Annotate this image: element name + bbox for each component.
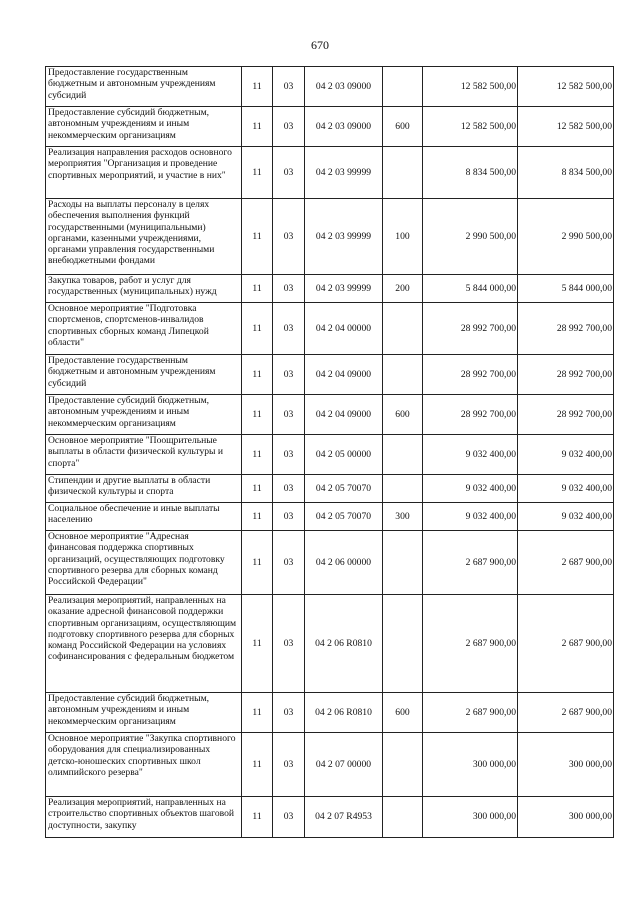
- subsection-code-cell: 03: [273, 275, 305, 303]
- section-code-cell: 11: [242, 395, 273, 435]
- expense-type-cell: [383, 303, 423, 355]
- section-code-cell: 11: [242, 303, 273, 355]
- budget-table: [45, 66, 614, 838]
- section-code-cell: 11: [242, 355, 273, 395]
- expense-name-cell: Предоставление субсидий бюджетным, автономным учреждениям и иным некоммерческим организациям: [46, 693, 242, 733]
- expense-name-cell: Расходы на выплаты персоналу в целях обеспечения выполнения функций государственными (муниципальными) органами, казенными учреждениями, органами управления государственными внебюджетными фондами: [46, 199, 242, 275]
- target-article-cell: 04 2 04 09000: [305, 355, 383, 395]
- target-article-cell: 04 2 04 09000: [305, 395, 383, 435]
- amount-total-cell: 28 992 700,00: [518, 303, 614, 355]
- expense-type-cell: 600: [383, 693, 423, 733]
- section-code-cell: 11: [242, 199, 273, 275]
- expense-name-cell: Предоставление государственным бюджетным и автономным учреждениям субсидий: [46, 67, 242, 107]
- amount-cell: 2 990 500,00: [423, 199, 518, 275]
- target-article-cell: 04 2 05 70070: [305, 475, 383, 503]
- target-article-cell: 04 2 03 99999: [305, 147, 383, 199]
- subsection-code-cell: 03: [273, 503, 305, 531]
- expense-type-cell: [383, 475, 423, 503]
- table-row: [46, 147, 614, 199]
- expense-name-cell: Стипендии и другие выплаты в области физической культуры и спорта: [46, 475, 242, 503]
- page-number: 670: [311, 38, 329, 52]
- table-row: [46, 67, 614, 107]
- target-article-cell: 04 2 03 09000: [305, 107, 383, 147]
- subsection-code-cell: 03: [273, 435, 305, 475]
- expense-type-cell: [383, 595, 423, 693]
- target-article-cell: 04 2 04 00000: [305, 303, 383, 355]
- subsection-code-cell: 03: [273, 693, 305, 733]
- amount-cell: 300 000,00: [423, 797, 518, 838]
- amount-cell: 9 032 400,00: [423, 503, 518, 531]
- table-row: [46, 199, 614, 275]
- section-code-cell: 11: [242, 147, 273, 199]
- amount-cell: 2 687 900,00: [423, 531, 518, 595]
- expense-name-cell: Основное мероприятие "Поощрительные выплаты в области физической культуры и спорта": [46, 435, 242, 475]
- section-code-cell: 11: [242, 503, 273, 531]
- section-code-cell: 11: [242, 733, 273, 797]
- amount-total-cell: 9 032 400,00: [518, 435, 614, 475]
- section-code-cell: 11: [242, 107, 273, 147]
- subsection-code-cell: 03: [273, 733, 305, 797]
- target-article-cell: 04 2 06 R0810: [305, 595, 383, 693]
- target-article-cell: 04 2 07 00000: [305, 733, 383, 797]
- section-code-cell: 11: [242, 797, 273, 838]
- amount-cell: 9 032 400,00: [423, 435, 518, 475]
- expense-type-cell: 600: [383, 107, 423, 147]
- subsection-code-cell: 03: [273, 107, 305, 147]
- amount-total-cell: 2 990 500,00: [518, 199, 614, 275]
- expense-type-cell: 300: [383, 503, 423, 531]
- expense-type-cell: [383, 733, 423, 797]
- expense-name-cell: Реализация направления расходов основного мероприятия "Организация и проведение спортивных мероприятий, и участие в них": [46, 147, 242, 199]
- section-code-cell: 11: [242, 67, 273, 107]
- table-row: [46, 595, 614, 693]
- subsection-code-cell: 03: [273, 303, 305, 355]
- table-row: [46, 531, 614, 595]
- target-article-cell: 04 2 06 R0810: [305, 693, 383, 733]
- subsection-code-cell: 03: [273, 355, 305, 395]
- amount-total-cell: 9 032 400,00: [518, 503, 614, 531]
- amount-total-cell: 5 844 000,00: [518, 275, 614, 303]
- amount-total-cell: 8 834 500,00: [518, 147, 614, 199]
- table-row: [46, 395, 614, 435]
- table-row: [46, 475, 614, 503]
- table-row: [46, 355, 614, 395]
- expense-name-cell: Предоставление государственным бюджетным и автономным учреждениям субсидий: [46, 355, 242, 395]
- amount-total-cell: 12 582 500,00: [518, 107, 614, 147]
- amount-cell: 2 687 900,00: [423, 595, 518, 693]
- section-code-cell: 11: [242, 693, 273, 733]
- target-article-cell: 04 2 05 00000: [305, 435, 383, 475]
- section-code-cell: 11: [242, 595, 273, 693]
- target-article-cell: 04 2 03 09000: [305, 67, 383, 107]
- amount-total-cell: 2 687 900,00: [518, 693, 614, 733]
- section-code-cell: 11: [242, 435, 273, 475]
- amount-cell: 12 582 500,00: [423, 107, 518, 147]
- table-body: [46, 67, 614, 838]
- target-article-cell: 04 2 06 00000: [305, 531, 383, 595]
- subsection-code-cell: 03: [273, 595, 305, 693]
- table-row: [46, 693, 614, 733]
- amount-cell: 2 687 900,00: [423, 693, 518, 733]
- target-article-cell: 04 2 07 R4953: [305, 797, 383, 838]
- expense-name-cell: Закупка товаров, работ и услуг для государственных (муниципальных) нужд: [46, 275, 242, 303]
- target-article-cell: 04 2 05 70070: [305, 503, 383, 531]
- amount-cell: 8 834 500,00: [423, 147, 518, 199]
- amount-cell: 12 582 500,00: [423, 67, 518, 107]
- expense-name-cell: Основное мероприятие "Адресная финансовая поддержка спортивных организаций, осуществляющих подготовку спортивного резерва для сборных команд Российской Федерации": [46, 531, 242, 595]
- amount-cell: 28 992 700,00: [423, 355, 518, 395]
- expense-name-cell: Реализация мероприятий, направленных на строительство спортивных объектов шаговой доступности, закупку: [46, 797, 242, 838]
- subsection-code-cell: 03: [273, 475, 305, 503]
- expense-type-cell: [383, 147, 423, 199]
- amount-total-cell: 300 000,00: [518, 733, 614, 797]
- table-row: [46, 435, 614, 475]
- section-code-cell: 11: [242, 475, 273, 503]
- section-code-cell: 11: [242, 275, 273, 303]
- expense-type-cell: 600: [383, 395, 423, 435]
- expense-name-cell: Социальное обеспечение и иные выплаты населению: [46, 503, 242, 531]
- subsection-code-cell: 03: [273, 67, 305, 107]
- expense-name-cell: Реализация мероприятий, направленных на оказание адресной финансовой поддержки спортивным организациям, осуществляющим подготовку спортивного резерва для сборных команд Российской Федерации на условиях софинансирования с федеральным бюджетом: [46, 595, 242, 693]
- table-row: [46, 275, 614, 303]
- expense-name-cell: Основное мероприятие "Подготовка спортсменов, спортсменов-инвалидов спортивных сборных команд Липецкой области": [46, 303, 242, 355]
- amount-total-cell: 28 992 700,00: [518, 355, 614, 395]
- subsection-code-cell: 03: [273, 395, 305, 435]
- expense-type-cell: [383, 797, 423, 838]
- subsection-code-cell: 03: [273, 531, 305, 595]
- target-article-cell: 04 2 03 99999: [305, 275, 383, 303]
- section-code-cell: 11: [242, 531, 273, 595]
- amount-total-cell: 9 032 400,00: [518, 475, 614, 503]
- amount-total-cell: 28 992 700,00: [518, 395, 614, 435]
- table-row: [46, 303, 614, 355]
- table-row: [46, 107, 614, 147]
- expense-type-cell: 200: [383, 275, 423, 303]
- amount-cell: 9 032 400,00: [423, 475, 518, 503]
- amount-total-cell: 12 582 500,00: [518, 67, 614, 107]
- amount-cell: 28 992 700,00: [423, 303, 518, 355]
- subsection-code-cell: 03: [273, 797, 305, 838]
- expense-type-cell: [383, 67, 423, 107]
- table-row: [46, 733, 614, 797]
- expense-type-cell: 100: [383, 199, 423, 275]
- expense-type-cell: [383, 435, 423, 475]
- amount-cell: 300 000,00: [423, 733, 518, 797]
- expense-name-cell: Основное мероприятие "Закупка спортивного оборудования для специализированных детско-юношеских спортивных школ олимпийского резерва": [46, 733, 242, 797]
- subsection-code-cell: 03: [273, 199, 305, 275]
- amount-total-cell: 300 000,00: [518, 797, 614, 838]
- expense-type-cell: [383, 531, 423, 595]
- subsection-code-cell: 03: [273, 147, 305, 199]
- amount-total-cell: 2 687 900,00: [518, 595, 614, 693]
- target-article-cell: 04 2 03 99999: [305, 199, 383, 275]
- expense-name-cell: Предоставление субсидий бюджетным, автономным учреждениям и иным некоммерческим организациям: [46, 107, 242, 147]
- amount-total-cell: 2 687 900,00: [518, 531, 614, 595]
- table-row: [46, 503, 614, 531]
- expense-type-cell: [383, 355, 423, 395]
- expense-name-cell: Предоставление субсидий бюджетным, автономным учреждениям и иным некоммерческим организациям: [46, 395, 242, 435]
- amount-cell: 5 844 000,00: [423, 275, 518, 303]
- amount-cell: 28 992 700,00: [423, 395, 518, 435]
- table-row: [46, 797, 614, 838]
